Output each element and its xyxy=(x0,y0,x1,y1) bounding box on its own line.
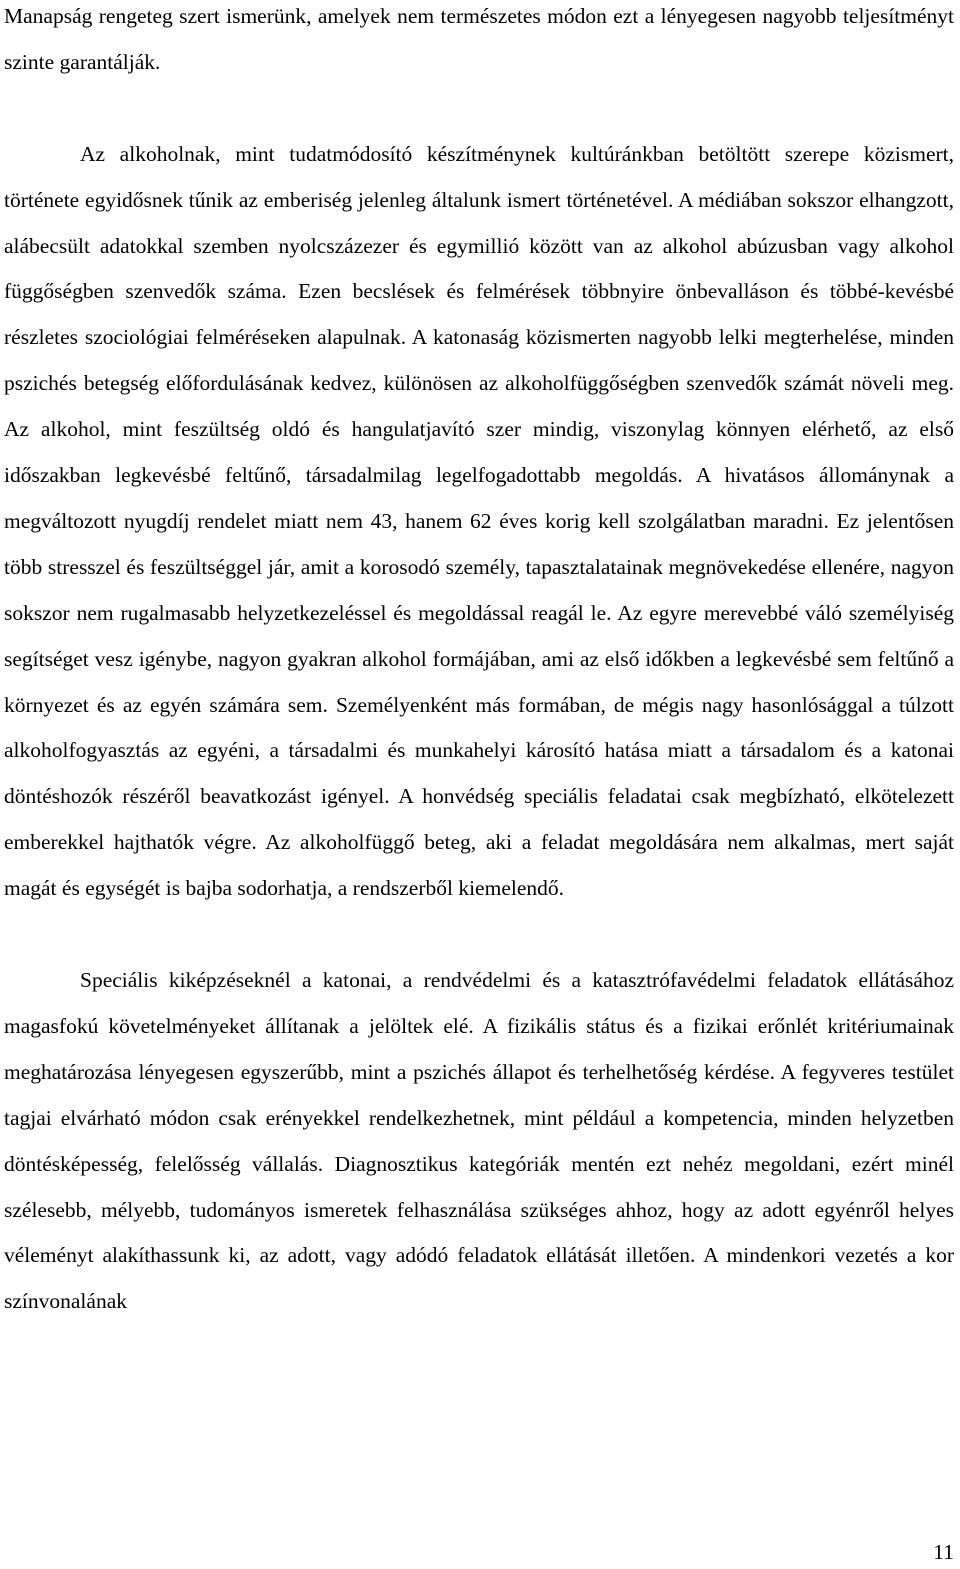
document-page xyxy=(4,0,954,1325)
paragraph-special-training: Speciális kiképzéseknél a katonai, a rendvédelmi és a katasztrófavédelmi feladatok ellátásához magasfokú követelményeket állítanak a jelöltek elé. A fizikális státus és a fizikai erőnlét kritériumainak meghatározása lényegesen egyszerűbb, mint a pszichés állapot és terhelhetőség kérdése. A fegyveres testület tagjai elvárható módon csak erényekkel rendelkezhetnek, mint például a kompetencia, minden helyzetben döntésképesség, felelősség vállalás. Diagnosztikus kategóriák mentén ezt nehéz megoldani, ezért minél szélesebb, mélyebb, tudományos ismeretek felhasználása szükséges ahhoz, hogy az adott egyénről helyes véleményt alakíthassunk ki, az adott, vagy adódó feladatok ellátását illetően. A mindenkori vezetés a kor színvonalának xyxy=(4,968,954,1314)
page-number: 11 xyxy=(933,1540,954,1564)
paragraph-intro: Manapság rengeteg szert ismerünk, amelyek nem természetes módon ezt a lényegesen nagyobb teljesítményt szinte garantálják. xyxy=(4,4,954,74)
paragraph-alcohol: Az alkoholnak, mint tudatmódosító készítménynek kultúránkban betöltött szerepe közismert, története egyidősnek tűnik az emberiség jelenleg általunk ismert történetével. A médiában sokszor elhangzott, alábecsült adatokkal szemben nyolcszázezer és egymillió között van az alkohol abúzusban vagy alkohol függőségben szenvedők száma. Ezen becslések és felmérések többnyire önbevalláson és többé-kevésbé részletes szociológiai felméréseken alapulnak. A katonaság közismerten nagyobb lelki megterhelése, minden pszichés betegség előfordulásának kedvez, különösen az alkoholfüggőségben szenvedők számát növeli meg. Az alkohol, mint feszültség oldó és hangulatjavító szer mindig, viszonylag könnyen elérhető, az első időszakban legkevésbé feltűnő, társadalmilag legelfogadottabb megoldás. A hivatásos állománynak a megváltozott nyugdíj rendelet miatt nem 43, hanem 62 éves korig kell szolgálatban maradni. Ez jelentősen több stresszel és feszültséggel jár, amit a korosodó személy, tapasztalatainak megnövekedése ellenére, nagyon sokszor nem rugalmasabb helyzetkezeléssel és megoldással reagál le. Az egyre merevebbé váló személyiség segítséget vesz igénybe, nagyon gyakran alkohol formájában, ami az első időkben a legkevésbé sem feltűnő a környezet és az egyén számára sem. Személyenként más formában, de mégis nagy hasonlósággal a túlzott alkoholfogyasztás az egyéni, a társadalmi és munkahelyi károsító hatása miatt a társadalom és a katonai döntéshozók részéről beavatkozást igényel. A honvédség speciális feladatai csak megbízható, elkötelezett emberekkel hajthatók végre. Az alkoholfüggő beteg, aki a feladat megoldására nem alkalmas, mert saját magát és egységét is bajba sodorhatja, a rendszerből kiemelendő. xyxy=(4,141,954,901)
